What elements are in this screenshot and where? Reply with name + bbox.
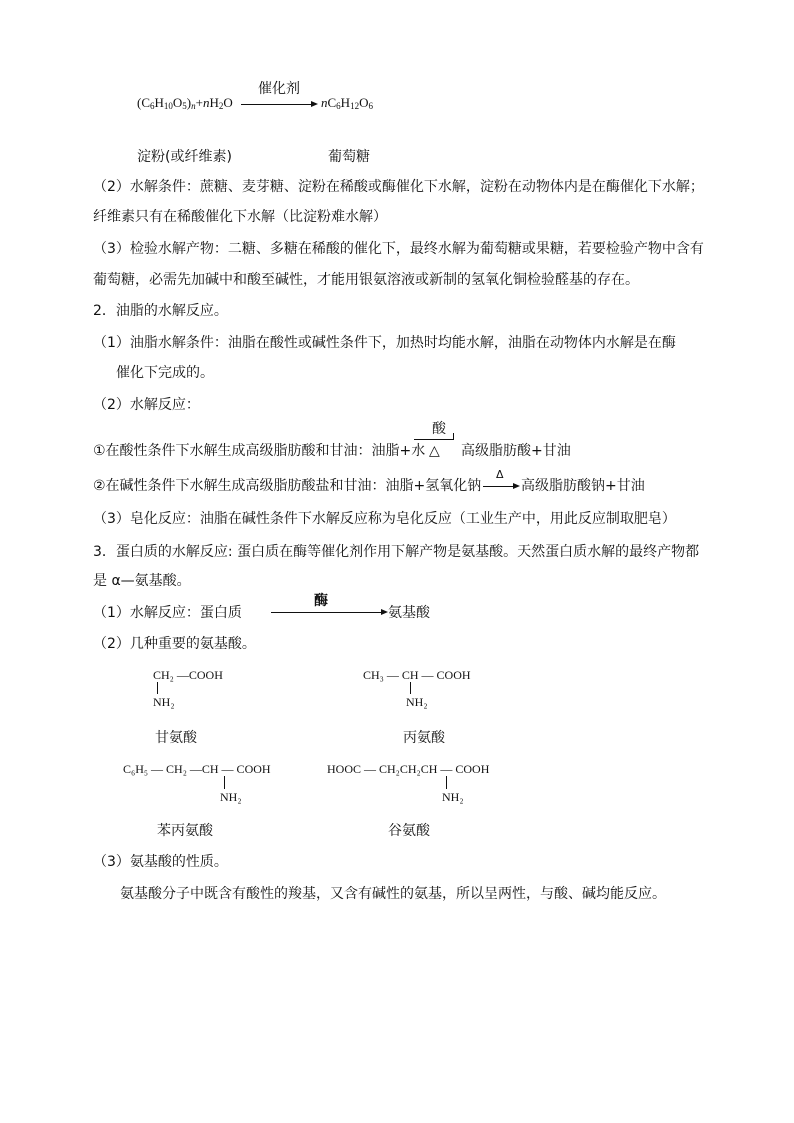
r3-product: 氨基酸 xyxy=(388,605,430,621)
eq1-arrowhead xyxy=(311,101,318,107)
glutamic-acid-bond xyxy=(446,776,447,789)
r1-product: 高级脂肪酸+甘油 xyxy=(461,443,571,459)
para-hydrolysis-conditions-cont: 纤维素只有在稀酸催化下水解（比淀粉难水解） xyxy=(93,209,387,225)
para-important-amino-acids: （2）几种重要的氨基酸。 xyxy=(93,636,256,652)
alanine-bond xyxy=(410,682,411,694)
section-fat-hydrolysis: 2．油脂的水解反应。 xyxy=(93,303,228,319)
r2-product: 高级脂肪酸钠+甘油 xyxy=(521,478,645,494)
phenylalanine-formula: C₆H₅ — CH₂ —CH — COOH xyxy=(123,762,271,776)
eq1-label-glucose: 葡萄糖 xyxy=(328,149,370,165)
r3-arrow-shaft xyxy=(271,612,382,613)
glycine-name: 甘氨酸 xyxy=(155,730,197,746)
eq1-arrow-shaft xyxy=(241,104,312,105)
section-protein-hydrolysis: 3．蛋白质的水解反应: 蛋白质在酶等催化剂作用下解产物是氨基酸。天然蛋白质水解的最终产物都 xyxy=(93,544,700,560)
r1-heat-symbol: △ xyxy=(429,443,440,459)
glycine-nh2: NH₂ xyxy=(153,695,175,709)
alanine-formula: CH₃ — CH — COOH xyxy=(363,668,471,682)
r2-heat-symbol: Δ xyxy=(496,468,504,481)
glycine-bond xyxy=(157,682,158,694)
para-detect-products: （3）检验水解产物：二糖、多糖在稀酸的催化下，最终水解为葡萄糖或果糖，若要检验产物中含有 xyxy=(93,241,704,257)
alanine-name: 丙氨酸 xyxy=(403,730,445,746)
glutamic-acid-formula: HOOC — CH₂CH₂CH — COOH xyxy=(327,762,490,776)
para-hydrolysis-reaction: （2）水解反应： xyxy=(93,397,200,413)
r1-catalyst-acid: 酸 xyxy=(432,421,446,437)
para-fat-conditions: （1）油脂水解条件：油脂在酸性或碱性条件下，加热时均能水解，油脂在动物体内水解是在酶 xyxy=(93,335,676,351)
r1-arrow-barb xyxy=(453,433,454,440)
eq1-reactant: $(C_6H_{10}O_5)_n+nH_2O$ xyxy=(137,95,233,111)
glutamic-acid-nh2: NH₂ xyxy=(442,790,464,804)
phenylalanine-bond xyxy=(224,776,225,789)
r2-arrowhead xyxy=(513,483,520,489)
para-amphoteric: 氨基酸分子中既含有酸性的羧基，又含有碱性的氨基，所以呈两性，与酸、碱均能反应。 xyxy=(120,886,666,902)
para-fat-conditions-cont: 催化下完成的。 xyxy=(116,365,214,381)
para-amino-acid-properties: （3）氨基酸的性质。 xyxy=(93,854,228,870)
eq1-catalyst-label: 催化剂 xyxy=(258,81,300,97)
para-hydrolysis-conditions: （2）水解条件：蔗糖、麦芽糖、淀粉在稀酸或酶催化下水解，淀粉在动物体内是在酶催化下水解； xyxy=(93,179,704,195)
section-protein-hydrolysis-cont: 是 α—氨基酸。 xyxy=(93,573,191,589)
eq1-label-starch: 淀粉(或纤维素) xyxy=(137,149,232,165)
r2-text: ②在碱性条件下水解生成高级脂肪酸盐和甘油：油脂+氢氧化钠 xyxy=(93,478,482,494)
r3-arrowhead xyxy=(381,609,388,615)
para-saponification: （3）皂化反应：油脂在碱性条件下水解反应称为皂化反应（工业生产中，用此反应制取肥皂） xyxy=(93,511,676,527)
para-detect-products-cont: 葡萄糖，必需先加碱中和酸至碱性，才能用银氨溶液或新制的氢氧化铜检验醛基的存在。 xyxy=(93,272,639,288)
r1-arrow-shaft xyxy=(414,439,454,440)
glutamic-acid-name: 谷氨酸 xyxy=(388,823,430,839)
r2-arrow-shaft xyxy=(483,486,514,487)
eq1-product: $nC_6H_{12}O_6$ xyxy=(321,95,373,111)
glycine-formula: CH₂ —COOH xyxy=(153,668,223,682)
phenylalanine-name: 苯丙氨酸 xyxy=(157,823,213,839)
alanine-nh2: NH₂ xyxy=(406,695,428,709)
phenylalanine-nh2: NH₂ xyxy=(220,790,242,804)
r3-catalyst-enzyme: 酶 xyxy=(314,593,328,609)
r1-text: ①在酸性条件下水解生成高级脂肪酸和甘油：油脂+水 xyxy=(93,443,426,459)
r3-text: （1）水解反应：蛋白质 xyxy=(93,605,242,621)
